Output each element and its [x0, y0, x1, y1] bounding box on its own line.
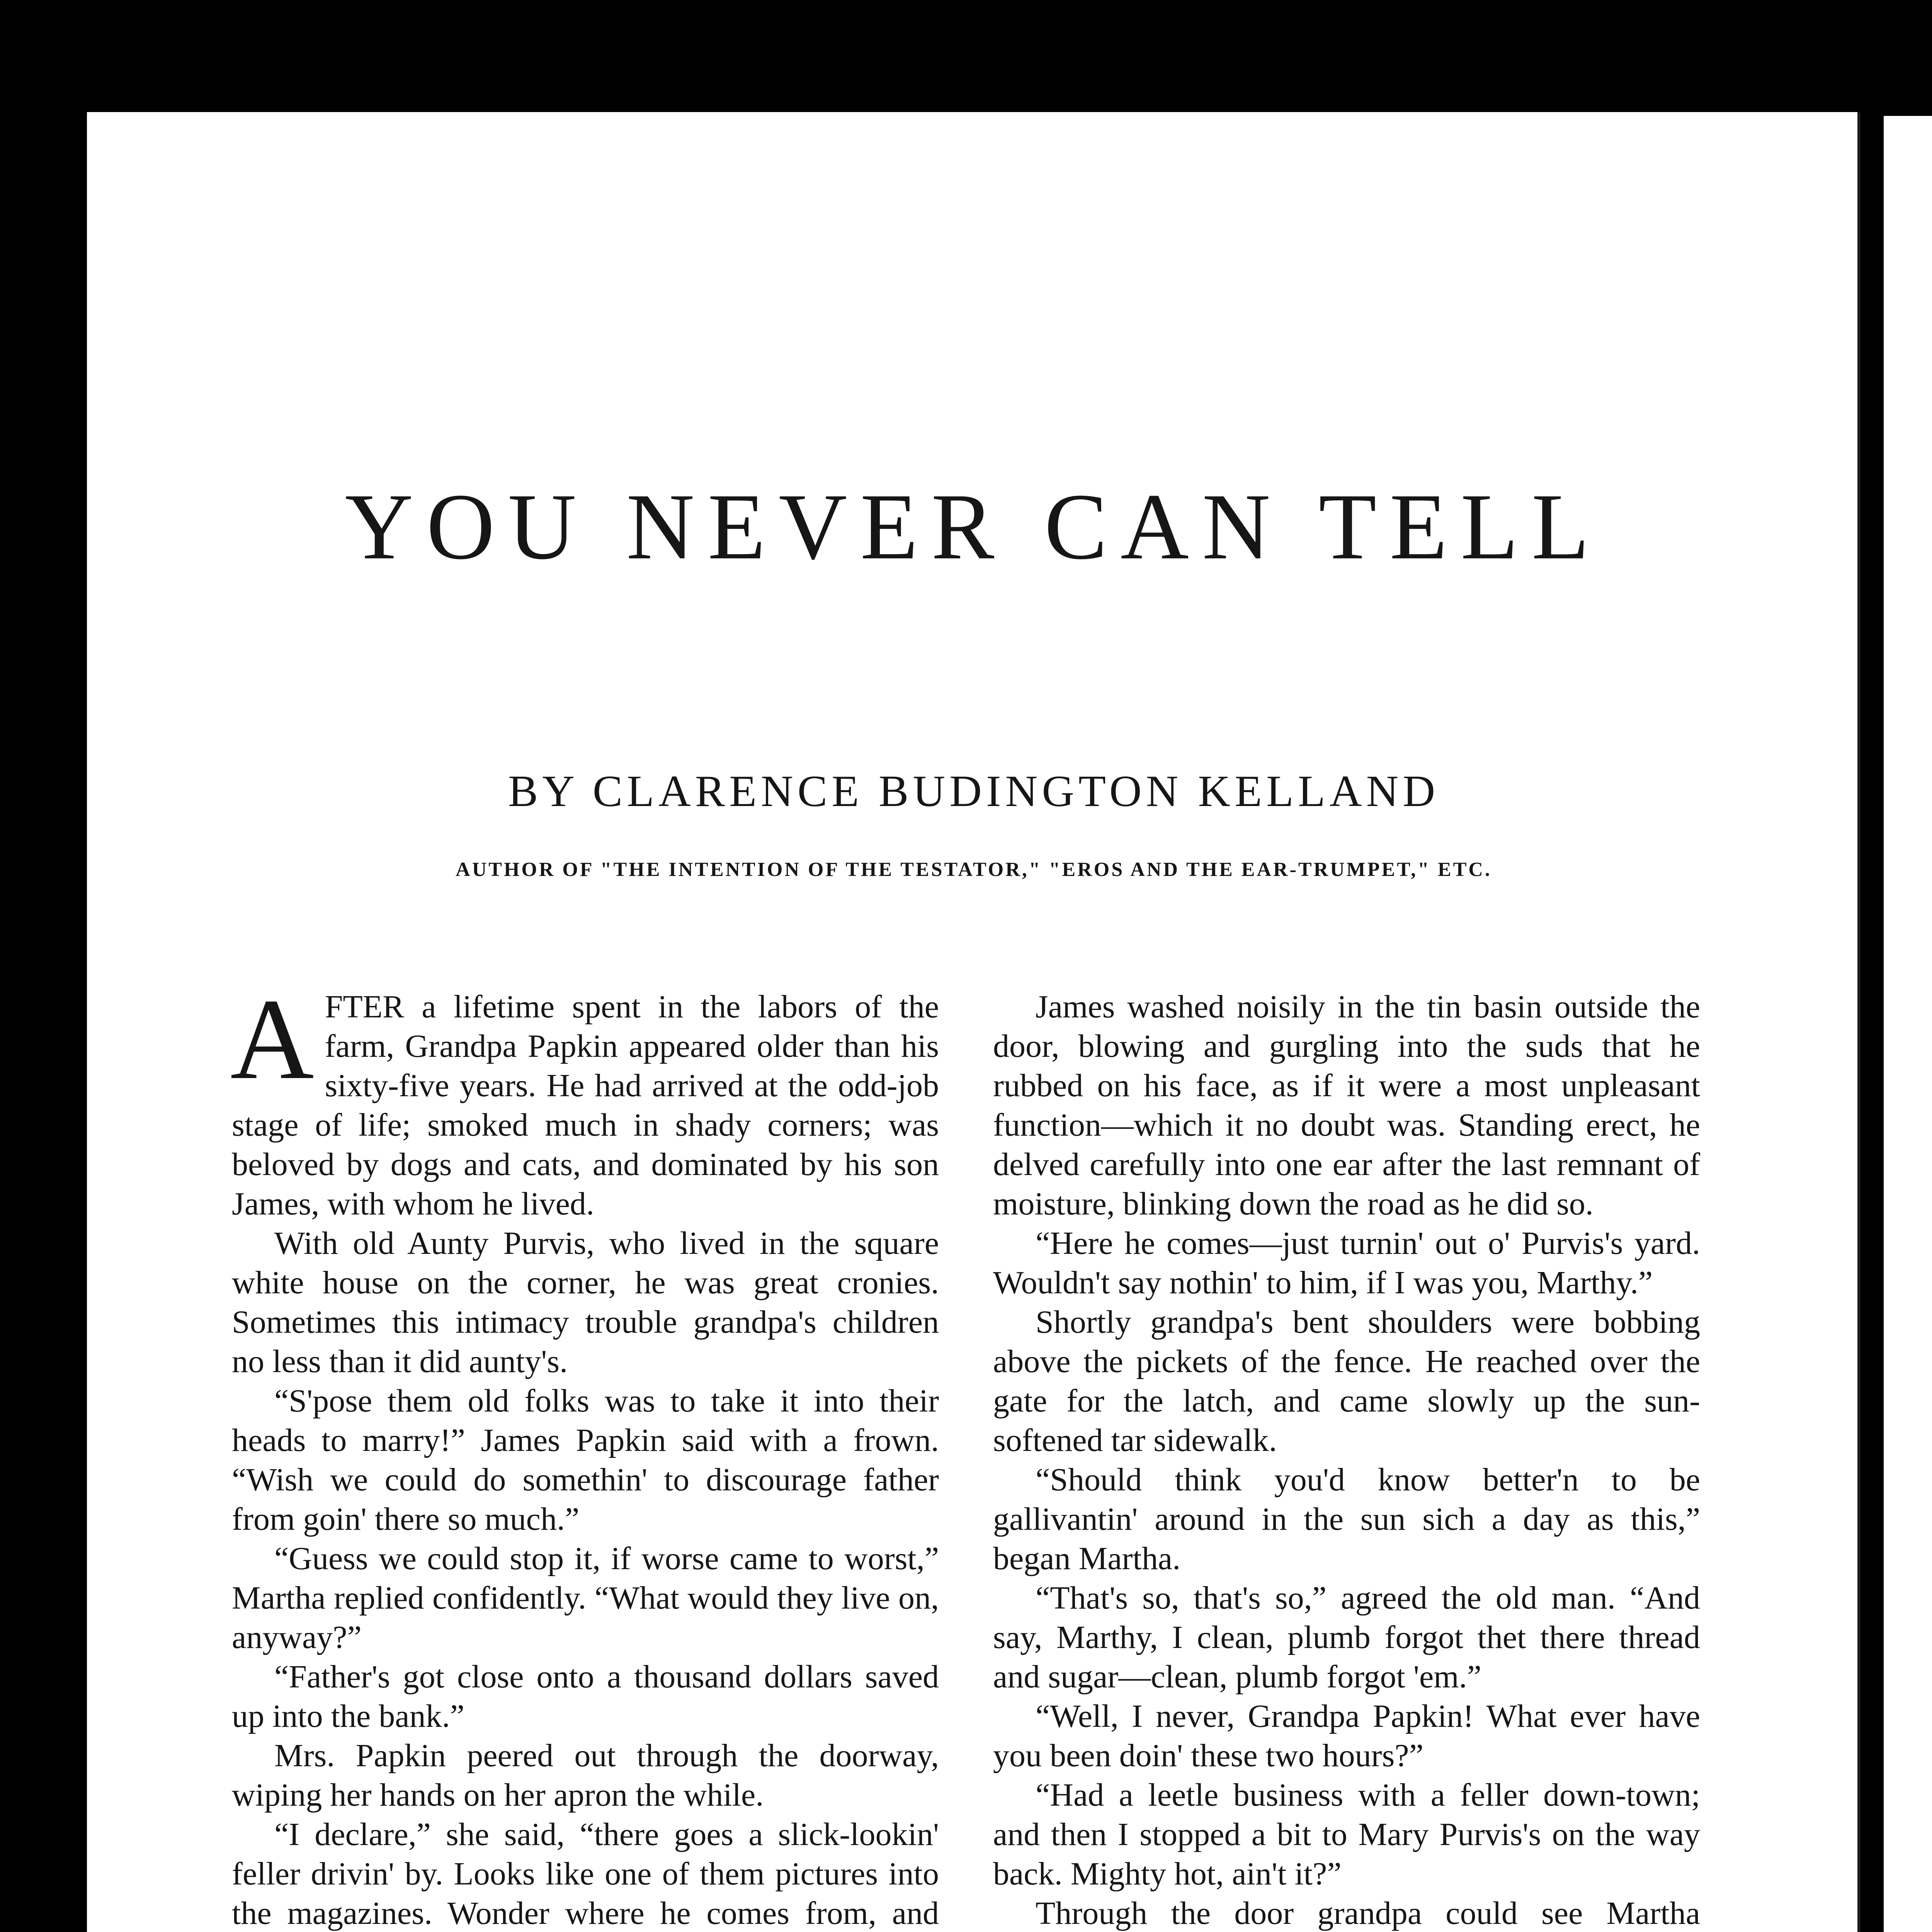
paragraph: “Guess we could stop it, if worse came to worst,” Martha replied confidently. “What would they live on, anyway?” — [232, 1541, 939, 1655]
paragraph: “Should think you'd know better'n to be gallivantin' around in the sun sich a day as this,” began Martha. — [993, 1462, 1700, 1577]
right-column — [993, 987, 1700, 1932]
paragraph-text: FTER a lifetime spent in the labors of the farm, Grandpa Papkin appeared older than his sixty-five years. He had arrived at the odd-job stage of life; smoked much in shady corners; was beloved by dogs and cats, and dominated by his son James, with whom he lived. — [232, 989, 939, 1222]
paragraph: Shortly grandpa's bent shoulders were bobbing above the pickets of the fence. He reached over the gate for the latch, and came slowly up the sun-softened tar sidewalk. — [993, 1304, 1700, 1458]
paragraph: “Here he comes—just turnin' out o' Purvis's yard. Wouldn't say nothin' to him, if I was you, Marthy.” — [993, 1225, 1700, 1301]
adjacent-page-edge — [1884, 116, 1932, 1932]
paragraph: “Well, I never, Grandpa Papkin! What ever have you been doin' these two hours?” — [993, 1698, 1700, 1774]
paragraph: “Had a leetle business with a feller down-town; and then I stopped a bit to Mary Purvis's on the way back. Mighty hot, ain't it?” — [993, 1777, 1700, 1892]
left-column — [230, 975, 939, 1932]
drop-cap: A — [230, 975, 314, 1103]
paragraph: “S'pose them old folks was to take it into their heads to marry!” James Papkin said with a frown. “Wish we could do somethin' to discourage father from goin' there so much.” — [232, 1383, 939, 1537]
paragraph: “Father's got close onto a thousand dollars saved up into the bank.” — [232, 1659, 939, 1734]
paragraph: Mrs. Papkin peered out through the doorway, wiping her hands on her apron the while. — [232, 1738, 939, 1813]
author-byline: BY CLARENCE BUDINGTON KELLAND — [508, 767, 1440, 816]
paragraph: James washed noisily in the tin basin outside the door, blowing and gurgling into the suds that he rubbed on his face, as if it were a most unpleasant function—which it no doubt was. Standing erect, he delved carefully into one ear after the last remnant of moisture, blinking down the road as he did so. — [993, 989, 1700, 1222]
paragraph: With old Aunty Purvis, who lived in the square white house on the corner, he was great cronies. Sometimes this intimacy trouble grandpa's children no less than it did aunty's. — [232, 1225, 939, 1379]
paragraph: Through the door grandpa could see Martha — [1036, 1895, 1700, 1931]
paragraph: “I declare,” she said, “there goes a slick-lookin' feller drivin' by. Looks like one of them pictures into the magazines. Wonder where he comes from, and — [232, 1816, 939, 1931]
author-credits: AUTHOR OF "THE INTENTION OF THE TESTATOR," "EROS AND THE EAR-TRUMPET," ETC. — [456, 859, 1492, 881]
story-title: YOU NEVER CAN TELL — [345, 474, 1603, 579]
paragraph — [230, 975, 939, 1224]
paragraph: “That's so, that's so,” agreed the old man. “And say, Marthy, I clean, plumb forgot thet there thread and sugar—clean, plumb forgot 'em.” — [993, 1580, 1700, 1695]
magazine-page — [87, 112, 1861, 1932]
